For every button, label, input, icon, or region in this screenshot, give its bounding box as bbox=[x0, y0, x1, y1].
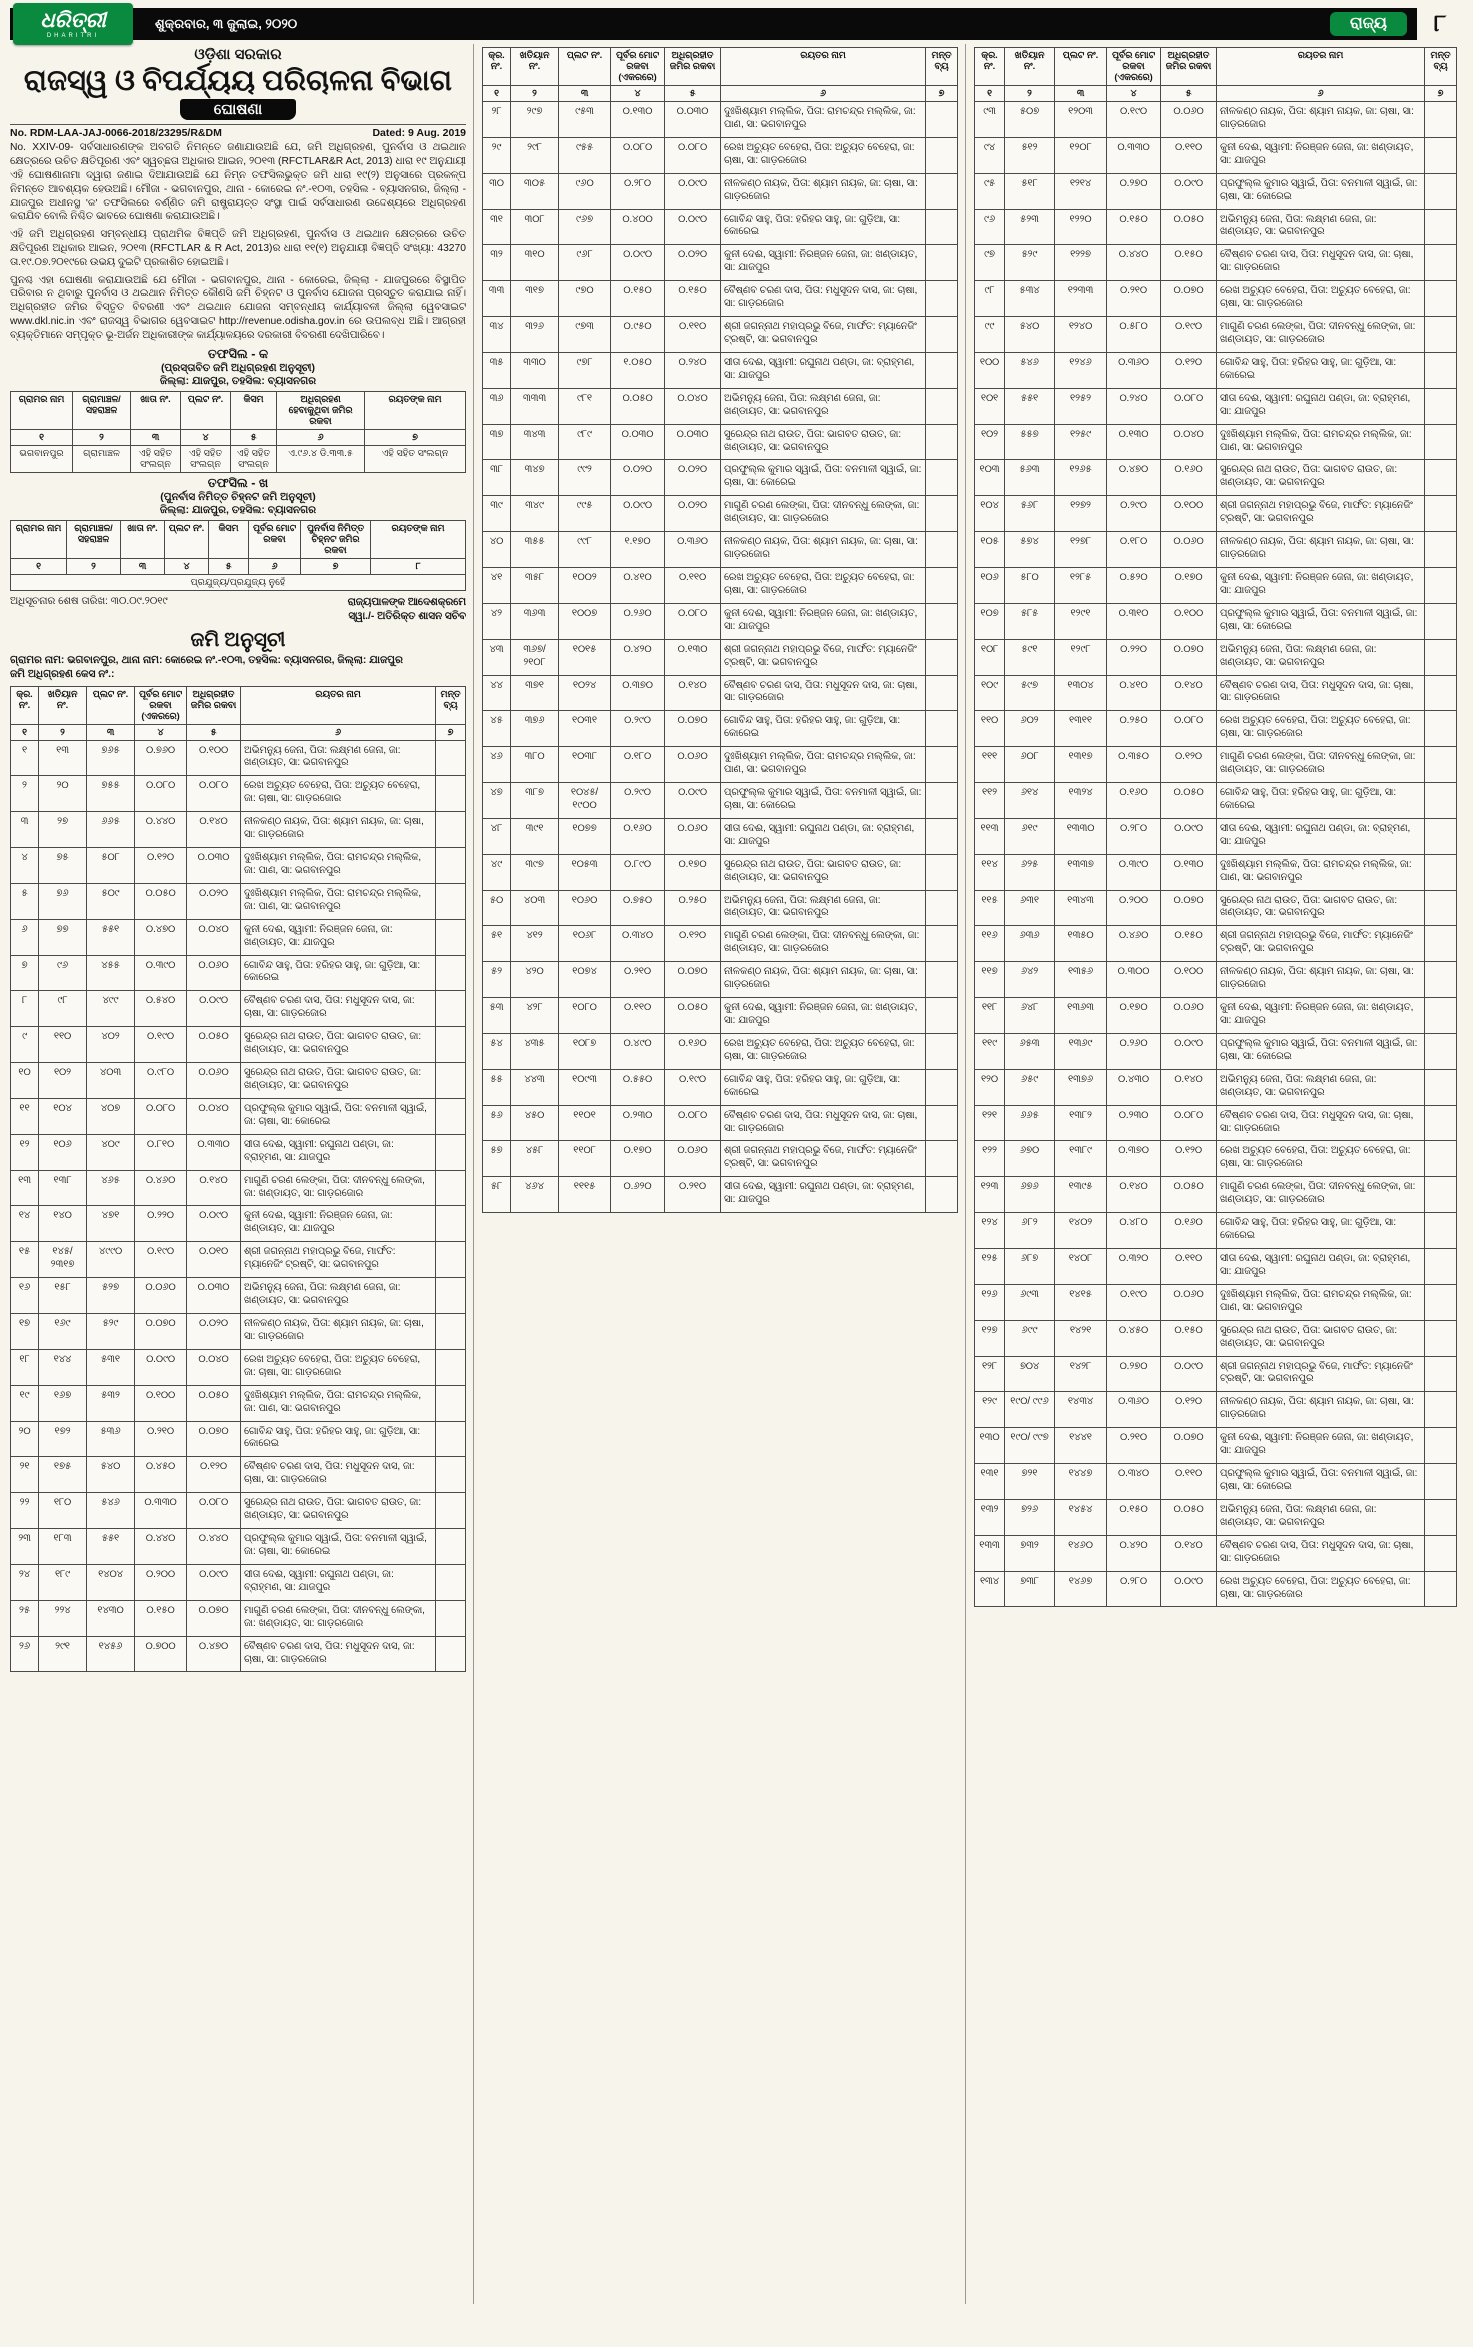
section-badge: ରାଜ୍ୟ bbox=[1330, 12, 1407, 36]
table-row: ୧୦୮ ୫୯୧ ୧୨୯୮ ୦.୨୨୦ ୦.୦୭୦ ଅଭିମନ୍ୟୁ ଜେନା, ପିତା: ଲକ୍ଷ୍ମଣ ଜେନା, ଜା: ଖଣ୍ଡାୟତ, ସା: ଭଗବାନପୁର bbox=[975, 639, 1457, 675]
table-row: ୩ ୨୭ ୬୬୫ ୦.୪୪୦ ୦.୧୪୦ ନୀଳକଣ୍ଠ ନାୟକ, ପିତା: ଶ୍ୟାମ ନାୟକ, ଜା: ଚାଷା, ସା: ଗାଡ଼ରଜୋର bbox=[11, 812, 466, 848]
table-row: ୨୨ ୧୮୦ ୫୪୬ ୦.୩୩୦ ୦.୦୮୦ ସୁରେନ୍ଦ୍ର ନାଥ ରାଉତ, ପିତା: ଭାଗବତ ରାଉତ, ଜା: ଖଣ୍ଡାୟତ, ସା: ଭଗବାନପୁର bbox=[11, 1493, 466, 1529]
land-schedule-case-line: ଜମି ଅଧିଗ୍ରହଣ କେସ ନଂ.: bbox=[10, 669, 115, 681]
table-row: ୨୦ ୧୭୨ ୫୩୬ ୦.୨୧୦ ୦.୦୭୦ ଗୋବିନ୍ଦ ସାହୁ, ପିତା: ହରିହର ସାହୁ, ଜା: ଗୁଡ଼ିଆ, ସା: କୋରେଇ bbox=[11, 1421, 466, 1457]
table-row: ୧୧୮ ୬୪୮ ୧୩୬୩ ୦.୧୭୦ ୦.୦୬୦ କୁନୀ ଦେଈ, ସ୍ୱାମୀ: ନିରଞ୍ଜନ ଜେନା, ଜା: ଖଣ୍ଡାୟତ, ସା: ଯାଜପୁର bbox=[975, 998, 1457, 1034]
table-row: ୨୧ ୧୭୫ ୫୪୦ ୦.୪୫୦ ୦.୧୨୦ ବୈଷ୍ଣବ ଚରଣ ଦାସ, ପିତା: ମଧୁସୂଦନ ଦାସ, ଜା: ଚାଷା, ସା: ଗାଡ଼ରଜୋର bbox=[11, 1457, 466, 1493]
table-row: ୧୦ ୧୦୨ ୪୦୩ ୦.୯୮୦ ୦.୦୬୦ ସୁରେନ୍ଦ୍ର ନାଥ ରାଉତ, ପିତା: ଭାଗବତ ରାଉତ, ଜା: ଖଣ୍ଡାୟତ, ସା: ଭଗବାନପୁର bbox=[11, 1063, 466, 1099]
table-row: ୧୯ ୧୬୭ ୫୩୨ ୦.୧୦୦ ୦.୦୫୦ ଦୁଃଖିଶ୍ୟାମ ମଲ୍ଲିକ, ପିତା: ରାମଚନ୍ଦ୍ର ମଲ୍ଲିକ, ଜା: ପାଣ, ସା: ଭଗବାନପୁର bbox=[11, 1385, 466, 1421]
table-row: ୫୩ ୪୨୮ ୧୦୮୦ ୦.୧୧୦ ୦.୦୫୦ କୁନୀ ଦେଈ, ସ୍ୱାମୀ: ନିରଞ୍ଜନ ଜେନା, ଜା: ଖଣ୍ଡାୟତ, ସା: ଯାଜପୁର bbox=[483, 998, 958, 1034]
table-row: ୨୫ ୨୨୪ ୧୪୩୦ ୦.୧୫୦ ୦.୦୭୦ ମାଗୁଣି ଚରଣ ଲେଙ୍କା, ପିତା: ଦୀନବନ୍ଧୁ ଲେଙ୍କା, ଜା: ଖଣ୍ଡାୟତ, ସା: ଗାଡ଼ରଜୋର bbox=[11, 1600, 466, 1636]
issue-date: ଶୁକ୍ରବାର, ୩ ଜୁଲାଇ, ୨୦୨୦ bbox=[155, 16, 298, 31]
table-row: ୨ ୨୦ ୭୫୫ ୦.୦୮୦ ୦.୦୮୦ ରେଖ ଅଚ୍ୟୁତ ବେହେରା, ପିତା: ଅଚ୍ୟୁତ ବେହେରା, ଜା: ଚାଷା, ସା: ଗାଡ଼ରଜୋର bbox=[11, 776, 466, 812]
table-row: ୧୩୪ ୭୩୮ ୧୪୬୭ ୦.୨୮୦ ୦.୦୯୦ ରେଖ ଅଚ୍ୟୁତ ବେହେରା, ପିତା: ଅଚ୍ୟୁତ ବେହେରା, ଜା: ଚାଷା, ସା: ଗାଡ଼ରଜୋର bbox=[975, 1571, 1457, 1607]
table-row: ୧୧୪ ୬୨୫ ୧୩୩୭ ୦.୩୯୦ ୦.୧୩୦ ଦୁଃଖିଶ୍ୟାମ ମଲ୍ଲିକ, ପିତା: ରାମଚନ୍ଦ୍ର ମଲ୍ଲିକ, ଜା: ପାଣ, ସା: ଭଗବାନପୁର bbox=[975, 854, 1457, 890]
table-row: ୧୭ ୧୬୯ ୫୨୯ ୦.୦୭୦ ୦.୦୨୦ ନୀଳକଣ୍ଠ ନାୟକ, ପିତା: ଶ୍ୟାମ ନାୟକ, ଜା: ଚାଷା, ସା: ଗାଡ଼ରଜୋର bbox=[11, 1314, 466, 1350]
table-row: ୫୫ ୪୪୩ ୧୦୯୩ ୦.୫୫୦ ୦.୧୯୦ ଗୋବିନ୍ଦ ସାହୁ, ପିତା: ହରିହର ସାହୁ, ଜା: ଗୁଡ଼ିଆ, ସା: କୋରେଇ bbox=[483, 1069, 958, 1105]
table-row: ୪ ୭୫ ୫୦୮ ୦.୧୨୦ ୦.୦୩୦ ଦୁଃଖିଶ୍ୟାମ ମଲ୍ଲିକ, ପିତା: ରାମଚନ୍ଦ୍ର ମଲ୍ଲିକ, ଜା: ପାଣ, ସା: ଭଗବାନପୁର bbox=[11, 848, 466, 884]
land-table-left: କ୍ର.ନଂ. ଖତିୟାନ ନଂ. ପ୍ଲଟ ନଂ. ପୂର୍ବର ମୋଟ ରକବା (ଏକରରେ) ଅଧିଗ୍ରହୀତ ଜମିର ରକବା ରୟତର ନାମ ମନ୍ତବ୍ୟ ୧ ୨ ୩ ୪ ୫ ୬ ୭ ୧ ୧୩ ୭୬୫ ୦.୭୬୦ ୦.୧୦୦ ଅଭିମନ୍ୟୁ ଜେନା, ପିତା: ଲକ୍ଷ୍ମଣ ଜେନା, ଜା: ଖଣ୍ଡାୟତ, ସା: ଭଗବାନପୁର ୨ ୨୦ ୭୫୫ ୦.୦୮୦ ୦.୦୮୦ ରେଖ ଅଚ୍ୟୁତ ବେହେରା, ପିତା: ଅଚ୍ୟୁତ ବେହେରା, ଜା: ଚାଷା, ସା: ଗାଡ଼ରଜୋର ୩ ୨୭ ୬୬୫ ୦.୪୪୦ ୦.୧୪୦ ନୀଳକଣ୍ଠ ନାୟକ, ପିତା: ଶ୍ୟାମ ନାୟକ, ଜା: ଚାଷା, ସା: ଗାଡ଼ରଜୋର ୪ ୭୫ ୫୦୮ ୦.୧୨୦ ୦.୦୩୦ ଦୁଃଖିଶ୍ୟାମ ମଲ୍ଲିକ, ପିତା: ରାମଚନ୍ଦ୍ର ମଲ୍ଲିକ, ଜା: ପାଣ, ସା: ଭଗବାନପୁର ୫ ୭୬ ୫୦୯ ୦.୦୫୦ ୦.୦୨୦ ଦୁଃଖିଶ୍ୟାମ ମଲ୍ଲିକ, ପିତା: ରାମଚନ୍ଦ୍ର ମଲ୍ଲିକ, ଜା: ପାଣ, ସା: ଭଗବାନପୁର ୬ ୭୭ ୫୫୧ ୦.୪୭୦ ୦.୦୪୦ କୁନୀ ଦେଈ, ସ୍ୱାମୀ: ନିରଞ୍ଜନ ଜେନା, ଜା: ଖଣ୍ଡାୟତ, ସା: ଯାଜପୁର ୭ ୯୬ ୪୫୫ ୦.୩୯୦ ୦.୦୬୦ ଗୋବିନ୍ଦ ସାହୁ, ପିତା: ହରିହର ସାହୁ, ଜା: ଗୁଡ଼ିଆ, ସା: କୋରେଇ ୮ ୯୮ ୪୯୯ ୦.୫୪୦ ୦.୦୯୦ ବୈଷ୍ଣବ ଚରଣ ଦାସ, ପିତା: ମଧୁସୂଦନ ଦାସ, ଜା: ଚାଷା, ସା: ଗାଡ଼ରଜୋର ୯ ୧୧୦ ୪୦୨ ୦.୧୯୦ ୦.୦୫୦ ସୁରେନ୍ଦ୍ର ନାଥ ରାଉତ, ପିତା: ଭାଗବତ ରାଉତ, ଜା: ଖଣ୍ଡାୟତ, ସା: ଭଗବାନପୁର ୧୦ ୧୦୨ ୪୦୩ ୦.୯୮୦ ୦.୦୬୦ ସୁରେନ୍ଦ୍ର ନାଥ ରାଉତ, ପିତା: ଭାଗବତ ରାଉତ, ଜା: ଖଣ୍ଡାୟତ, ସା: ଭଗବାନପୁର ୧୧ ୧୦୪ ୪୦୭ ୦.୦୮୦ ୦.୦୪୦ ପ୍ରଫୁଲ୍ଲ କୁମାର ସ୍ୱାଇଁ, ପିତା: ବନମାଳୀ ସ୍ୱାଇଁ, ଜା: ଚାଷା, ସା: କୋରେଇ ୧୨ ୧୦୬ ୪୦୯ ୦.୮୧୦ ୦.୩୩୦ ସୀତା ଦେଈ, ସ୍ୱାମୀ: ରଘୁନାଥ ପଣ୍ଡା, ଜା: ବ୍ରାହ୍ମଣ, ସା: ଯାଜପୁର ୧୩ ୧୩୮ ୪୬୫ ୦.୪୬୦ ୦.୧୪୦ ମାଗୁଣି ଚରଣ ଲେଙ୍କା, ପିତା: ଦୀନବନ୍ଧୁ ଲେଙ୍କା, ଜା: ଖଣ୍ଡାୟତ, ସା: ଗାଡ଼ରଜୋର ୧୪ ୧୪୦ ୪୭୧ ୦.୨୨୦ ୦.୦୯୦ କୁନୀ ଦେଈ, ସ୍ୱାମୀ: ନିରଞ୍ଜନ ଜେନା, ଜା: ଖଣ୍ଡାୟତ, ସା: ଯାଜପୁର ୧୫ ୧୪୫/ ୨୩୧୭ ୪୯୯୦ ୦.୧୯୦ ୦.୦୧୦ ଶ୍ରୀ ଜଗନ୍ନାଥ ମହାପ୍ରଭୁ ବିଜେ, ମାର୍ଫତ: ମ୍ୟାନେଜିଂ ଟ୍ରଷ୍ଟି, ସା: ଭଗବାନପୁର ୧୬ ୧୫୮ ୫୨୭ ୦.୦୬୦ ୦.୦୩୦ ଅଭିମନ୍ୟୁ ଜେନା, ପିତା: ଲକ୍ଷ୍ମଣ ଜେନା, ଜା: ଖଣ୍ଡାୟତ, ସା: ଭଗବାନପୁର ୧୭ ୧୬୯ ୫୨୯ ୦.୦୭୦ ୦.୦୨୦ ନୀଳକଣ୍ଠ ନାୟକ, ପିତା: ଶ୍ୟାମ ନାୟକ, ଜା: ଚାଷା, ସା: ଗାଡ଼ରଜୋର ୧୮ ୧୪୪ ୫୩୧ ୦.୦୯୦ ୦.୦୪୦ ରେଖ ଅଚ୍ୟୁତ ବେହେରା, ପିତା: ଅଚ୍ୟୁତ ବେହେରା, ଜା: ଚାଷା, ସା: ଗାଡ଼ରଜୋର ୧୯ ୧୬୭ ୫୩୨ ୦.୧୦୦ ୦.୦୫୦ ଦୁଃଖିଶ୍ୟାମ ମଲ୍ଲିକ, ପିତା: ରାମଚନ୍ଦ୍ର ମଲ୍ଲିକ, ଜା: ପାଣ, ସା: ଭଗବାନପୁର ୨୦ ୧୭୨ ୫୩୬ ୦.୨୧୦ ୦.୦୭୦ ଗୋବିନ୍ଦ ସାହୁ, ପିତା: ହରିହର ସାହୁ, ଜା: ଗୁଡ଼ିଆ, ସା: କୋରେଇ ୨୧ ୧୭୫ ୫୪୦ ୦.୪୫୦ ୦.୧୨୦ ବୈଷ୍ଣବ ଚରଣ ଦାସ, ପିତା: ମଧୁସୂଦନ ଦାସ, ଜା: ଚାଷା, ସା: ଗାଡ଼ରଜୋର ୨୨ ୧୮୦ ୫୪୬ ୦.୩୩୦ ୦.୦୮୦ ସୁରେନ୍ଦ୍ର ନାଥ ରାଉତ, ପିତା: ଭାଗବତ ରାଉତ, ଜା: ଖଣ୍ଡାୟତ, ସା: ଭଗବାନପୁର ୨୩ ୧୮୩ ୫୫୧ ୦.୪୪୦ ୦.୪୪୦ ପ୍ରଫୁଲ୍ଲ କୁମାର ସ୍ୱାଇଁ, ପିତା: ବନମାଳୀ ସ୍ୱାଇଁ, ଜା: ଚାଷା, ସା: କୋରେଇ ୨୪ ୧୮୯ ୧୪୦୪ ୦.୨୦୦ ୦.୦୯୦ ସୀତା ଦେଈ, ସ୍ୱାମୀ: ରଘୁନାଥ ପଣ୍ଡା, ଜା: ବ୍ରାହ୍ମଣ, ସା: ଯାଜପୁର ୨୫ ୨୨୪ ୧୪୩୦ ୦.୧୫୦ ୦.୦୭୦ ମାଗୁଣି ଚରଣ ଲେଙ୍କା, ପିତା: ଦୀନବନ୍ଧୁ ଲେଙ୍କା, ଜା: ଖଣ୍ଡାୟତ, ସା: ଗାଡ଼ରଜୋର ୨୬ ୨୯୧ ୧୪୫୬ ୦.୭୦୦ ୦.୪୭୦ ବୈଷ୍ଣବ ଚରଣ ଦାସ, ପିତା: ମଧୁସୂଦନ ଦାସ, ଜା: ଚାଷା, ସା: ଗାଡ଼ରଜୋର bbox=[10, 686, 466, 1673]
page-columns bbox=[10, 44, 1463, 2304]
table-row: ୯୯ ୫୪୦ ୧୨୪୦ ୦.୫୮୦ ୦.୧୯୦ ମାଗୁଣି ଚରଣ ଲେଙ୍କା, ପିତା: ଦୀନବନ୍ଧୁ ଲେଙ୍କା, ଜା: ଖଣ୍ଡାୟତ, ସା: ଗାଡ଼ରଜୋର bbox=[975, 317, 1457, 353]
signature-block bbox=[348, 596, 466, 624]
column-middle bbox=[473, 44, 965, 2304]
table-row: ୨୪ ୧୮୯ ୧୪୦୪ ୦.୨୦୦ ୦.୦୯୦ ସୀତା ଦେଈ, ସ୍ୱାମୀ: ରଘୁନାଥ ପଣ୍ଡା, ଜା: ବ୍ରାହ୍ମଣ, ସା: ଯାଜପୁର bbox=[11, 1564, 466, 1600]
schedule-a-title: ତଫସିଲ - କ bbox=[207, 346, 269, 361]
table-row: ୨୮ ୨୯୭ ୯୫୩ ୦.୧୩୦ ୦.୦୩୦ ଦୁଃଖିଶ୍ୟାମ ମଲ୍ଲିକ, ପିତା: ରାମଚନ୍ଦ୍ର ମଲ୍ଲିକ, ଜା: ପାଣ, ସା: ଭଗବାନପୁର bbox=[483, 102, 958, 138]
table-row: ୫୮ ୪୬୪ ୧୧୧୫ ୦.୬୨୦ ୦.୨୧୦ ସୀତା ଦେଈ, ସ୍ୱାମୀ: ରଘୁନାଥ ପଣ୍ଡା, ଜା: ବ୍ରାହ୍ମଣ, ସା: ଯାଜପୁର bbox=[483, 1177, 958, 1213]
table-row: ୯୪ ୫୧୨ ୧୨୦୮ ୦.୩୩୦ ୦.୧୧୦ କୁନୀ ଦେଈ, ସ୍ୱାମୀ: ନିରଞ୍ଜନ ଜେନା, ଜା: ଖଣ୍ଡାୟତ, ସା: ଯାଜପୁର bbox=[975, 137, 1457, 173]
table-row: ୧୨୩ ୬୭୬ ୧୩୯୫ ୦.୧୪୦ ୦.୦୫୦ ମାଗୁଣି ଚରଣ ଲେଙ୍କା, ପିତା: ଦୀନବନ୍ଧୁ ଲେଙ୍କା, ଜା: ଖଣ୍ଡାୟତ, ସା: ଗାଡ଼ରଜୋର bbox=[975, 1177, 1457, 1213]
table-row: ୫ ୭୬ ୫୦୯ ୦.୦୫୦ ୦.୦୨୦ ଦୁଃଖିଶ୍ୟାମ ମଲ୍ଲିକ, ପିତା: ରାମଚନ୍ଦ୍ର ମଲ୍ଲିକ, ଜା: ପାଣ, ସା: ଭଗବାନପୁର bbox=[11, 883, 466, 919]
table-row: ୧୧୫ ୬୩୧ ୧୩୪୩ ୦.୨୦୦ ୦.୦୭୦ ସୁରେନ୍ଦ୍ର ନାଥ ରାଉତ, ପିତା: ଭାଗବତ ରାଉତ, ଜା: ଖଣ୍ଡାୟତ, ସା: ଭଗବାନପୁର bbox=[975, 890, 1457, 926]
table-row: ୪୧ ୩୫୮ ୧୦୦୨ ୦.୪୧୦ ୦.୧୧୦ ରେଖ ଅଚ୍ୟୁତ ବେହେରା, ପିତା: ଅଚ୍ୟୁତ ବେହେରା, ଜା: ଚାଷା, ସା: ଗାଡ଼ରଜୋର bbox=[483, 567, 958, 603]
table-row: ୧୧୨ ୬୧୪ ୧୩୨୪ ୦.୧୬୦ ୦.୦୫୦ ଗୋବିନ୍ଦ ସାହୁ, ପିତା: ହରିହର ସାହୁ, ଜା: ଗୁଡ଼ିଆ, ସା: କୋରେଇ bbox=[975, 783, 1457, 819]
table-row: ୩୫ ୩୩୦ ୯୭୮ ୧.୦୫୦ ୦.୨୪୦ ସୀତା ଦେଈ, ସ୍ୱାମୀ: ରଘୁନାଥ ପଣ୍ଡା, ଜା: ବ୍ରାହ୍ମଣ, ସା: ଯାଜପୁର bbox=[483, 352, 958, 388]
schedule-a-table: ଗ୍ରାମର ନାମ ଗ୍ରାମାଞ୍ଚଳ/ ସହରାଞ୍ଚଳ ଖାତା ନଂ. ପ୍ଲଟ ନଂ. କିସମ ଅଧିଗ୍ରହଣ ହେବାକୁଥିବା ଜମିର ରକବା ରୟତଙ୍କ ନାମ ୧ ୨ ୩ ୪ ୫ ୬ ୭ ଭଗବାନପୁର ଗ୍ରାମାଞ୍ଚଳ ଏହି ସହିତ ସଂଲଗ୍ନ ଏହି ସହିତ ସଂଲଗ୍ନ ଏହି ସହିତ ସଂଲଗ୍ନ ଏ.୯୬.୪ ଡି.୩୩.୫ ଏହି ସହିତ ସଂଲଗ୍ନ bbox=[10, 391, 466, 473]
table-row: ୧୨୯ ୧୯୦/ ୯୯୬ ୧୪୩୪ ୦.୩୬୦ ୦.୧୨୦ ନୀଳକଣ୍ଠ ନାୟକ, ପିତା: ଶ୍ୟାମ ନାୟକ, ଜା: ଚାଷା, ସା: ଗାଡ଼ରଜୋର bbox=[975, 1392, 1457, 1428]
table-row: ୫୭ ୪୫୮ ୧୧୦୮ ୦.୧୭୦ ୦.୦୬୦ ଶ୍ରୀ ଜଗନ୍ନାଥ ମହାପ୍ରଭୁ ବିଜେ, ମାର୍ଫତ: ମ୍ୟାନେଜିଂ ଟ୍ରଷ୍ଟି, ସା: ଭଗବାନପୁର bbox=[483, 1141, 958, 1177]
table-row: ୫୨ ୪୨୦ ୧୦୭୪ ୦.୨୧୦ ୦.୦୭୦ ନୀଳକଣ୍ଠ ନାୟକ, ପିତା: ଶ୍ୟାମ ନାୟକ, ଜା: ଚାଷା, ସା: ଗାଡ଼ରଜୋର bbox=[483, 962, 958, 998]
table-row: ୩୮ ୩୪୭ ୯୯୨ ୦.୦୨୦ ୦.୦୨୦ ପ୍ରଫୁଲ୍ଲ କୁମାର ସ୍ୱାଇଁ, ପିତା: ବନମାଳୀ ସ୍ୱାଇଁ, ଜା: ଚାଷା, ସା: କୋରେଇ bbox=[483, 460, 958, 496]
table-row: ୧ ୧୩ ୭୬୫ ୦.୭୬୦ ୦.୧୦୦ ଅଭିମନ୍ୟୁ ଜେନା, ପିତା: ଲକ୍ଷ୍ମଣ ଜେନା, ଜା: ଖଣ୍ଡାୟତ, ସା: ଭଗବାନପୁର bbox=[11, 740, 466, 776]
table-row: ୧୧୯ ୬୫୩ ୧୩୬୯ ୦.୨୬୦ ୦.୦୯୦ ପ୍ରଫୁଲ୍ଲ କୁମାର ସ୍ୱାଇଁ, ପିତା: ବନମାଳୀ ସ୍ୱାଇଁ, ଜା: ଚାଷା, ସା: କୋରେଇ bbox=[975, 1033, 1457, 1069]
table-row: ୧୪ ୧୪୦ ୪୭୧ ୦.୨୨୦ ୦.୦୯୦ କୁନୀ ଦେଈ, ସ୍ୱାମୀ: ନିରଞ୍ଜନ ଜେନା, ଜା: ଖଣ୍ଡାୟତ, ସା: ଯାଜପୁର bbox=[11, 1206, 466, 1242]
table-row: ୧୦୩ ୫୬୩ ୧୨୬୫ ୦.୪୭୦ ୦.୧୬୦ ସୁରେନ୍ଦ୍ର ନାଥ ରାଉତ, ପିତା: ଭାଗବତ ରାଉତ, ଜା: ଖଣ୍ଡାୟତ, ସା: ଭଗବାନପୁର bbox=[975, 460, 1457, 496]
newspaper-name: ଧରିତ୍ରୀ bbox=[40, 7, 106, 32]
table-row: ୫୪ ୪୩୫ ୧୦୮୭ ୦.୪୯୦ ୦.୧୬୦ ରେଖ ଅଚ୍ୟୁତ ବେହେରା, ପିତା: ଅଚ୍ୟୁତ ବେହେରା, ଜା: ଚାଷା, ସା: ଗାଡ଼ରଜୋର bbox=[483, 1033, 958, 1069]
land-schedule-village-line: ଗ୍ରାମର ନାମ: ଭଗବାନପୁର, ଥାନା ନାମ: କୋରେଇ ନଂ.-୧୦୩, ତହସିଲ: ବ୍ୟାସନଗର, ଜିଲ୍ଲା: ଯାଜପୁର bbox=[10, 655, 403, 667]
table-row: ୯୩ ୫୦୭ ୧୨୦୩ ୦.୧୯୦ ୦.୦୬୦ ନୀଳକଣ୍ଠ ନାୟକ, ପିତା: ଶ୍ୟାମ ନାୟକ, ଜା: ଚାଷା, ସା: ଗାଡ଼ରଜୋର bbox=[975, 102, 1457, 138]
table-row: ୧୩୨ ୭୨୬ ୧୪୫୪ ୦.୧୫୦ ୦.୦୫୦ ଅଭିମନ୍ୟୁ ଜେନା, ପିତା: ଲକ୍ଷ୍ମଣ ଜେନା, ଜା: ଖଣ୍ଡାୟତ, ସା: ଭଗବାନପୁର bbox=[975, 1499, 1457, 1535]
table-row: ୧୧୩ ୬୧୯ ୧୩୩୦ ୦.୨୮୦ ୦.୦୯୦ ସୀତା ଦେଈ, ସ୍ୱାମୀ: ରଘୁନାଥ ପଣ୍ଡା, ଜା: ବ୍ରାହ୍ମଣ, ସା: ଯାଜପୁର bbox=[975, 818, 1457, 854]
table-row: ୪୪ ୩୭୧ ୧୦୨୪ ୦.୩୭୦ ୦.୧୪୦ ବୈଷ୍ଣବ ଚରଣ ଦାସ, ପିତା: ମଧୁସୂଦନ ଦାସ, ଜା: ଚାଷା, ସା: ଗାଡ଼ରଜୋର bbox=[483, 675, 958, 711]
column-right bbox=[965, 44, 1457, 2304]
table-row: ୯୭ ୫୨୯ ୧୨୨୭ ୦.୪୪୦ ୦.୧୫୦ ବୈଷ୍ଣବ ଚରଣ ଦାସ, ପିତା: ମଧୁସୂଦନ ଦାସ, ଜା: ଚାଷା, ସା: ଗାଡ଼ରଜୋର bbox=[975, 245, 1457, 281]
masthead-bar bbox=[10, 8, 1463, 40]
table-row: ୩୨ ୩୧୦ ୯୬୮ ୦.୦୯୦ ୦.୦୨୦ କୁନୀ ଦେଈ, ସ୍ୱାମୀ: ନିରଞ୍ଜନ ଜେନା, ଜା: ଖଣ୍ଡାୟତ, ସା: ଯାଜପୁର bbox=[483, 245, 958, 281]
table-row: ୩୧ ୩୦୮ ୯୬୭ ୦.୪୦୦ ୦.୦୯୦ ଗୋବିନ୍ଦ ସାହୁ, ପିତା: ହରିହର ସାହୁ, ଜା: ଗୁଡ଼ିଆ, ସା: କୋରେଇ bbox=[483, 209, 958, 245]
table-row: ୧୦୪ ୫୬୮ ୧୨୭୨ ୦.୨୯୦ ୦.୧୦୦ ଶ୍ରୀ ଜଗନ୍ନାଥ ମହାପ୍ରଭୁ ବିଜେ, ମାର୍ଫତ: ମ୍ୟାନେଜିଂ ଟ୍ରଷ୍ଟି, ସା: ଭଗବାନପୁର bbox=[975, 496, 1457, 532]
table-row: ୧୨୪ ୬୮୨ ୧୪୦୨ ୦.୪୮୦ ୦.୧୬୦ ଗୋବିନ୍ଦ ସାହୁ, ପିତା: ହରିହର ସାହୁ, ଜା: ଗୁଡ଼ିଆ, ସା: କୋରେଇ bbox=[975, 1213, 1457, 1249]
table-row: ୩୬ ୩୩୩ ୯୮୧ ୦.୦୫୦ ୦.୦୪୦ ଅଭିମନ୍ୟୁ ଜେନା, ପିତା: ଲକ୍ଷ୍ମଣ ଜେନା, ଜା: ଖଣ୍ଡାୟତ, ସା: ଭଗବାନପୁର bbox=[483, 388, 958, 424]
table-row: ୫୧ ୪୧୨ ୧୦୬୮ ୦.୩୪୦ ୦.୧୨୦ ମାଗୁଣି ଚରଣ ଲେଙ୍କା, ପିତା: ଦୀନବନ୍ଧୁ ଲେଙ୍କା, ଜା: ଖଣ୍ଡାୟତ, ସା: ଗାଡ଼ରଜୋର bbox=[483, 926, 958, 962]
table-row: ୪୦ ୩୫୫ ୯୯୮ ୧.୧୭୦ ୦.୩୬୦ ନୀଳକଣ୍ଠ ନାୟକ, ପିତା: ଶ୍ୟାମ ନାୟକ, ଜା: ଚାଷା, ସା: ଗାଡ଼ରଜୋର bbox=[483, 532, 958, 568]
land-schedule-title: ଜମି ଅନୁସୂଚୀ bbox=[190, 629, 286, 652]
schedule-b-table: ଗ୍ରାମର ନାମ ଗ୍ରାମାଞ୍ଚଳ/ ସହରାଞ୍ଚଳ ଖାତା ନଂ. ପ୍ଲଟ ନଂ. କିସମ ପୂର୍ବର ମୋଟ ରକବା ପୁନର୍ବାସ ନିମିତ୍ତ ଚିହ୍ନଟ ଜମିର ରକବା ରୟତଙ୍କ ନାମ ୧ ୨ ୩ ୪ ୫ ୬ ୭ ୮ ପ୍ରଯୁଜ୍ୟ/ପ୍ରଯୁଜ୍ୟ ନୁହେଁ bbox=[10, 520, 466, 591]
notice-paragraph: ପୁନଶ୍ଚ ଏହା ଘୋଷଣା କରାଯାଉଅଛି ଯେ ମୌଜା - ଭଗବାନପୁର, ଥାନା - କୋରେଇ, ଜିଲ୍ଲା - ଯାଜପୁରରେ ବିସ୍ଥାପିତ ପରିବାର ନ ଥିବାରୁ ପୁନର୍ବାସ ଓ ଥଇଥାନ ନିମିତ୍ତ କୌଣସି ଜମି ଚିହ୍ନଟ ଓ ପୁନର୍ବାସ ଯୋଜନା ପ୍ରସ୍ତୁତ କରାଯାଇ ନାହିଁ। ଅଧିଗ୍ରହୀତ ଜମିର ବିସ୍ତୃତ ବିବରଣୀ ଏବଂ ଥଇଥାନ ଯୋଜନା ସମ୍ବନ୍ଧୀୟ କାର୍ଯ୍ୟାବଳୀ ଜିଲ୍ଲା ୱେବସାଇଟ www.dkl.nic.in ଏବଂ ରାଜସ୍ୱ ବିଭାଗର ୱେବସାଇଟ http://revenue.odisha.gov.in ରେ ଉପଲବ୍ଧ ଅଛି। ଆଗ୍ରହୀ ବ୍ୟକ୍ତିମାନେ ସମ୍ପୃକ୍ତ ଭୂ-ଅର୍ଜନ ଅଧିକାରୀଙ୍କ କାର୍ଯ୍ୟାଳୟରେ ଦରକାରୀ ବିବରଣୀ ଦେଖିପାରିବେ। bbox=[10, 274, 466, 341]
schedule-a-district: ଜିଲ୍ଲା: ଯାଜପୁର, ତହସିଲ: ବ୍ୟାସନଗର bbox=[159, 374, 317, 387]
schedule-b-subtitle: (ପୁନର୍ବାସ ନିମିତ୍ତ ଚିହ୍ନଟ ଜମି ଅନୁସୂଚୀ) bbox=[160, 490, 316, 503]
table-row: ୪୬ ୩୮୦ ୧୦୩୮ ୦.୧୮୦ ୦.୦୬୦ ଦୁଃଖିଶ୍ୟାମ ମଲ୍ଲିକ, ପିତା: ରାମଚନ୍ଦ୍ର ମଲ୍ଲିକ, ଜା: ପାଣ, ସା: ଭଗବାନପୁର bbox=[483, 747, 958, 783]
table-row: ଭଗବାନପୁର ଗ୍ରାମାଞ୍ଚଳ ଏହି ସହିତ ସଂଲଗ୍ନ ଏହି ସହିତ ସଂଲଗ୍ନ ଏହି ସହିତ ସଂଲଗ୍ନ ଏ.୯୬.୪ ଡି.୩୩.୫ ଏହି ସହିତ ସଂଲଗ୍ନ bbox=[11, 445, 466, 472]
table-row: ୧୨୭ ୬୯୯ ୧୪୨୧ ୦.୪୫୦ ୦.୧୫୦ ସୁରେନ୍ଦ୍ର ନାଥ ରାଉତ, ପିତା: ଭାଗବତ ରାଉତ, ଜା: ଖଣ୍ଡାୟତ, ସା: ଭଗବାନପୁର bbox=[975, 1320, 1457, 1356]
table-row: ୧୧୦ ୬୦୨ ୧୩୧୧ ୦.୨୫୦ ୦.୦୮୦ ରେଖ ଅଚ୍ୟୁତ ବେହେରା, ପିତା: ଅଚ୍ୟୁତ ବେହେରା, ଜା: ଚାଷା, ସା: ଗାଡ଼ରଜୋର bbox=[975, 711, 1457, 747]
schedule-a-subtitle: (ପ୍ରସ୍ତାବିତ ଜମି ଅଧିଗ୍ରହଣ ଅନୁସୂଚୀ) bbox=[160, 361, 316, 374]
notice-date: Dated: 9 Aug. 2019 bbox=[372, 127, 466, 140]
table-row: ୨୬ ୨୯୧ ୧୪୫୬ ୦.୭୦୦ ୦.୪୭୦ ବୈଷ୍ଣବ ଚରଣ ଦାସ, ପିତା: ମଧୁସୂଦନ ଦାସ, ଜା: ଚାଷା, ସା: ଗାଡ଼ରଜୋର bbox=[11, 1636, 466, 1672]
notice-paragraph: No. XXIV-09- ସର୍ବସାଧାରଣଙ୍କ ଅବଗତି ନିମନ୍ତେ ଜଣାଯାଉଅଛି ଯେ, ଜମି ଅଧିଗ୍ରହଣ, ପୁନର୍ବାସ ଓ ଥଇଥାନ କ୍ଷେତ୍ରରେ ଉଚିତ କ୍ଷତିପୂରଣ ଏବଂ ସ୍ୱଚ୍ଛତା ଅଧିକାର ଆଇନ, ୨୦୧୩ (RFCTLAR&R Act, 2013) ଧାରା ୧୯ ଅନୁଯାୟୀ ଏହି ଘୋଷଣାନାମା ଦ୍ୱାରା ଜଣାଇ ଦିଆଯାଉଅଛି ଯେ ନିମ୍ନ ତଫସିଲଭୁକ୍ତ ଜମି ଧାରା ୧୯(୨) ଅନୁସାରେ ପ୍ରକଳ୍ପ ନିମନ୍ତେ ଆବଶ୍ୟକ ହେଉଅଛି। ମୌଜା - ଭଗବାନପୁର, ଥାନା - କୋରେଇ ନଂ.-୧୦୩, ତହସିଲ - ବ୍ୟାସନଗର, ଜିଲ୍ଲା - ଯାଜପୁର ଅଧୀନସ୍ଥ 'କ' ତଫସିଲରେ ବର୍ଣ୍ଣିତ ଜମି ରାଷ୍ଟ୍ରାୟତ୍ତ ସଂସ୍ଥା ପାଇଁ ସର୍ବସାଧାରଣ ଉଦ୍ଦେଶ୍ୟରେ ଅଧିଗ୍ରହଣ କରାଯିବ ବୋଲି ନିଶ୍ଚିତ ଭାବରେ ଘୋଷଣା କରାଯାଉଅଛି। bbox=[10, 142, 466, 223]
table-row: ୯୫ ୫୧୮ ୧୨୧୪ ୦.୨୭୦ ୦.୦୯୦ ପ୍ରଫୁଲ୍ଲ କୁମାର ସ୍ୱାଇଁ, ପିତା: ବନମାଳୀ ସ୍ୱାଇଁ, ଜା: ଚାଷା, ସା: କୋରେଇ bbox=[975, 173, 1457, 209]
table-row: ୪୨ ୩୬୩ ୧୦୦୭ ୦.୨୬୦ ୦.୦୮୦ କୁନୀ ଦେଈ, ସ୍ୱାମୀ: ନିରଞ୍ଜନ ଜେନା, ଜା: ଖଣ୍ଡାୟତ, ସା: ଯାଜପୁର bbox=[483, 603, 958, 639]
table-row: ୯ ୧୧୦ ୪୦୨ ୦.୧୯୦ ୦.୦୫୦ ସୁରେନ୍ଦ୍ର ନାଥ ରାଉତ, ପିତା: ଭାଗବତ ରାଉତ, ଜା: ଖଣ୍ଡାୟତ, ସା: ଭଗବାନପୁର bbox=[11, 1027, 466, 1063]
department-title: ରାଜସ୍ୱ ଓ ବିପର୍ଯ୍ୟୟ ପରିଚାଳନା ବିଭାଗ bbox=[23, 65, 453, 97]
table-row: ୩୦ ୩୦୫ ୯୬୦ ୦.୨୮୦ ୦.୦୯୦ ନୀଳକଣ୍ଠ ନାୟକ, ପିତା: ଶ୍ୟାମ ନାୟକ, ଜା: ଚାଷା, ସା: ଗାଡ଼ରଜୋର bbox=[483, 173, 958, 209]
table-row: ୮ ୯୮ ୪୯୯ ୦.୫୪୦ ୦.୦୯୦ ବୈଷ୍ଣବ ଚରଣ ଦାସ, ପିତା: ମଧୁସୂଦନ ଦାସ, ଜା: ଚାଷା, ସା: ଗାଡ଼ରଜୋର bbox=[11, 991, 466, 1027]
table-row: ୨୯ ୨୯୮ ୯୫୫ ୦.୦୮୦ ୦.୦୮୦ ରେଖ ଅଚ୍ୟୁତ ବେହେରା, ପିତା: ଅଚ୍ୟୁତ ବେହେରା, ଜା: ଚାଷା, ସା: ଗାଡ଼ରଜୋର bbox=[483, 137, 958, 173]
table-row: ୧୦୭ ୫୮୫ ୧୨୯୧ ୦.୩୧୦ ୦.୧୦୦ ପ୍ରଫୁଲ୍ଲ କୁମାର ସ୍ୱାଇଁ, ପିତା: ବନମାଳୀ ସ୍ୱାଇଁ, ଜା: ଚାଷା, ସା: କୋରେଇ bbox=[975, 603, 1457, 639]
table-row: ୧୦୯ ୫୯୭ ୧୩୦୪ ୦.୪୧୦ ୦.୧୪୦ ବୈଷ୍ଣବ ଚରଣ ଦାସ, ପିତା: ମଧୁସୂଦନ ଦାସ, ଜା: ଚାଷା, ସା: ଗାଡ଼ରଜୋର bbox=[975, 675, 1457, 711]
notice-ref-number: No. RDM-LAA-JAJ-0066-2018/23295/R&DM bbox=[10, 127, 222, 140]
table-row: ୬ ୭୭ ୫୫୧ ୦.୪୭୦ ୦.୦୪୦ କୁନୀ ଦେଈ, ସ୍ୱାମୀ: ନିରଞ୍ଜନ ଜେନା, ଜା: ଖଣ୍ଡାୟତ, ସା: ଯାଜପୁର bbox=[11, 919, 466, 955]
schedule-b-district: ଜିଲ୍ଲା: ଯାଜପୁର, ତହସିଲ: ବ୍ୟାସନଗର bbox=[159, 503, 317, 516]
newspaper-page bbox=[0, 8, 1473, 2347]
table-row: ୧୧୬ ୬୩୬ ୧୩୫୦ ୦.୪୬୦ ୦.୧୫୦ ଶ୍ରୀ ଜଗନ୍ନାଥ ମହାପ୍ରଭୁ ବିଜେ, ମାର୍ଫତ: ମ୍ୟାନେଜିଂ ଟ୍ରଷ୍ଟି, ସା: ଭଗବାନପୁର bbox=[975, 926, 1457, 962]
table-row: ୧୨୨ ୬୭୦ ୧୩୮୯ ୦.୩୭୦ ୦.୧୨୦ ରେଖ ଅଚ୍ୟୁତ ବେହେରା, ପିତା: ଅଚ୍ୟୁତ ବେହେରା, ଜା: ଚାଷା, ସା: ଗାଡ଼ରଜୋର bbox=[975, 1141, 1457, 1177]
schedule-b-title: ତଫସିଲ - ଖ bbox=[207, 475, 269, 490]
table-row: ୧୨୧ ୬୬୫ ୧୩୮୨ ୦.୨୩୦ ୦.୦୮୦ ବୈଷ୍ଣବ ଚରଣ ଦାସ, ପିତା: ମଧୁସୂଦନ ଦାସ, ଜା: ଚାଷା, ସା: ଗାଡ଼ରଜୋର bbox=[975, 1105, 1457, 1141]
table-row: ୧୬ ୧୫୮ ୫୨୭ ୦.୦୬୦ ୦.୦୩୦ ଅଭିମନ୍ୟୁ ଜେନା, ପିତା: ଲକ୍ଷ୍ମଣ ଜେନା, ଜା: ଖଣ୍ଡାୟତ, ସା: ଭଗବାନପୁର bbox=[11, 1278, 466, 1314]
govt-title: ଓଡ଼ିଶା ସରକାର bbox=[194, 46, 282, 63]
table-row: ୧୧ ୧୦୪ ୪୦୭ ୦.୦୮୦ ୦.୦୪୦ ପ୍ରଫୁଲ୍ଲ କୁମାର ସ୍ୱାଇଁ, ପିତା: ବନମାଳୀ ସ୍ୱାଇଁ, ଜା: ଚାଷା, ସା: କୋରେଇ bbox=[11, 1098, 466, 1134]
table-row: ୧୧୧ ୬୦୮ ୧୩୧୭ ୦.୩୫୦ ୦.୧୨୦ ମାଗୁଣି ଚରଣ ଲେଙ୍କା, ପିତା: ଦୀନବନ୍ଧୁ ଲେଙ୍କା, ଜା: ଖଣ୍ଡାୟତ, ସା: ଗାଡ଼ରଜୋର bbox=[975, 747, 1457, 783]
table-row: ୧୫ ୧୪୫/ ୨୩୧୭ ୪୯୯୦ ୦.୧୯୦ ୦.୦୧୦ ଶ୍ରୀ ଜଗନ୍ନାଥ ମହାପ୍ରଭୁ ବିଜେ, ମାର୍ଫତ: ମ୍ୟାନେଜିଂ ଟ୍ରଷ୍ଟି, ସା: ଭଗବାନପୁର bbox=[11, 1242, 466, 1278]
table-row: ୩୪ ୩୨୬ ୯୭୩ ୦.୯୫୦ ୦.୧୧୦ ଶ୍ରୀ ଜଗନ୍ନାଥ ମହାପ୍ରଭୁ ବିଜେ, ମାର୍ଫତ: ମ୍ୟାନେଜିଂ ଟ୍ରଷ୍ଟି, ସା: ଭଗବାନପୁର bbox=[483, 317, 958, 353]
column-left bbox=[10, 44, 473, 2304]
table-row: ପ୍ରଯୁଜ୍ୟ/ପ୍ରଯୁଜ୍ୟ ନୁହେଁ bbox=[11, 574, 466, 590]
table-row: ୩୭ ୩୪୩ ୯୮୯ ୦.୦୩୦ ୦.୦୩୦ ସୁରେନ୍ଦ୍ର ନାଥ ରାଉତ, ପିତା: ଭାଗବତ ରାଉତ, ଜା: ଖଣ୍ଡାୟତ, ସା: ଭଗବାନପୁର bbox=[483, 424, 958, 460]
table-row: ୪୮ ୩୯୧ ୧୦୭୭ ୦.୧୬୦ ୦.୦୬୦ ସୀତା ଦେଈ, ସ୍ୱାମୀ: ରଘୁନାଥ ପଣ୍ଡା, ଜା: ବ୍ରାହ୍ମଣ, ସା: ଯାଜପୁର bbox=[483, 818, 958, 854]
table-row: ୯୮ ୫୩୪ ୧୨୩୩ ୦.୨୧୦ ୦.୦୭୦ ରେଖ ଅଚ୍ୟୁତ ବେହେରା, ପିତା: ଅଚ୍ୟୁତ ବେହେରା, ଜା: ଚାଷା, ସା: ଗାଡ଼ରଜୋର bbox=[975, 281, 1457, 317]
notification-deadline: ଅଧିସୂଚନାର ଶେଷ ତାରିଖ: ୩୦.୦୯.୨୦୧୯ bbox=[10, 595, 168, 607]
table-row: ୧୦୫ ୫୭୪ ୧୨୭୮ ୦.୧୮୦ ୦.୦୬୦ ନୀଳକଣ୍ଠ ନାୟକ, ପିତା: ଶ୍ୟାମ ନାୟକ, ଜା: ଚାଷା, ସା: ଗାଡ଼ରଜୋର bbox=[975, 532, 1457, 568]
table-row: ୧୩୦ ୧୯୦/ ୯୯୭ ୧୪୪୧ ୦.୨୧୦ ୦.୦୭୦ କୁନୀ ଦେଈ, ସ୍ୱାମୀ: ନିରଞ୍ଜନ ଜେନା, ଜା: ଖଣ୍ଡାୟତ, ସା: ଯାଜପୁର bbox=[975, 1428, 1457, 1464]
table-row: ୧୦୨ ୫୫୭ ୧୨୫୯ ୦.୧୩୦ ୦.୦୪୦ ଦୁଃଖିଶ୍ୟାମ ମଲ୍ଲିକ, ପିତା: ରାମଚନ୍ଦ୍ର ମଲ୍ଲିକ, ଜା: ପାଣ, ସା: ଭଗବାନପୁର bbox=[975, 424, 1457, 460]
land-table-middle: କ୍ର.ନଂ. ଖତିୟାନ ନଂ. ପ୍ଲଟ ନଂ. ପୂର୍ବର ମୋଟ ରକବା (ଏକରରେ) ଅଧିଗ୍ରହୀତ ଜମିର ରକବା ରୟତର ନାମ ମନ୍ତବ୍ୟ ୧ ୨ ୩ ୪ ୫ ୬ ୭ ୨୮ ୨୯୭ ୯୫୩ ୦.୧୩୦ ୦.୦୩୦ ଦୁଃଖିଶ୍ୟାମ ମଲ୍ଲିକ, ପିତା: ରାମଚନ୍ଦ୍ର ମଲ୍ଲିକ, ଜା: ପାଣ, ସା: ଭଗବାନପୁର ୨୯ ୨୯୮ ୯୫୫ ୦.୦୮୦ ୦.୦୮୦ ରେଖ ଅଚ୍ୟୁତ ବେହେରା, ପିତା: ଅଚ୍ୟୁତ ବେହେରା, ଜା: ଚାଷା, ସା: ଗାଡ଼ରଜୋର ୩୦ ୩୦୫ ୯୬୦ ୦.୨୮୦ ୦.୦୯୦ ନୀଳକଣ୍ଠ ନାୟକ, ପିତା: ଶ୍ୟାମ ନାୟକ, ଜା: ଚାଷା, ସା: ଗାଡ଼ରଜୋର ୩୧ ୩୦୮ ୯୬୭ ୦.୪୦୦ ୦.୦୯୦ ଗୋବିନ୍ଦ ସାହୁ, ପିତା: ହରିହର ସାହୁ, ଜା: ଗୁଡ଼ିଆ, ସା: କୋରେଇ ୩୨ ୩୧୦ ୯୬୮ ୦.୦୯୦ ୦.୦୨୦ କୁନୀ ଦେଈ, ସ୍ୱାମୀ: ନିରଞ୍ଜନ ଜେନା, ଜା: ଖଣ୍ଡାୟତ, ସା: ଯାଜପୁର ୩୩ ୩୧୭ ୯୭୦ ୦.୧୫୦ ୦.୧୫୦ ବୈଷ୍ଣବ ଚରଣ ଦାସ, ପିତା: ମଧୁସୂଦନ ଦାସ, ଜା: ଚାଷା, ସା: ଗାଡ଼ରଜୋର ୩୪ ୩୨୬ ୯୭୩ ୦.୯୫୦ ୦.୧୧୦ ଶ୍ରୀ ଜଗନ୍ନାଥ ମହାପ୍ରଭୁ ବିଜେ, ମାର୍ଫତ: ମ୍ୟାନେଜିଂ ଟ୍ରଷ୍ଟି, ସା: ଭଗବାନପୁର ୩୫ ୩୩୦ ୯୭୮ ୧.୦୫୦ ୦.୨୪୦ ସୀତା ଦେଈ, ସ୍ୱାମୀ: ରଘୁନାଥ ପଣ୍ଡା, ଜା: ବ୍ରାହ୍ମଣ, ସା: ଯାଜପୁର ୩୬ ୩୩୩ ୯୮୧ ୦.୦୫୦ ୦.୦୪୦ ଅଭିମନ୍ୟୁ ଜେନା, ପିତା: ଲକ୍ଷ୍ମଣ ଜେନା, ଜା: ଖଣ୍ଡାୟତ, ସା: ଭଗବାନପୁର ୩୭ ୩୪୩ ୯୮୯ ୦.୦୩୦ ୦.୦୩୦ ସୁରେନ୍ଦ୍ର ନାଥ ରାଉତ, ପିତା: ଭାଗବତ ରାଉତ, ଜା: ଖଣ୍ଡାୟତ, ସା: ଭଗବାନପୁର ୩୮ ୩୪୭ ୯୯୨ ୦.୦୨୦ ୦.୦୨୦ ପ୍ରଫୁଲ୍ଲ କୁମାର ସ୍ୱାଇଁ, ପିତା: ବନମାଳୀ ସ୍ୱାଇଁ, ଜା: ଚାଷା, ସା: କୋରେଇ ୩୯ ୩୪୯ ୯୯୫ ୦.୦୯୦ ୦.୦୨୦ ମାଗୁଣି ଚରଣ ଲେଙ୍କା, ପିତା: ଦୀନବନ୍ଧୁ ଲେଙ୍କା, ଜା: ଖଣ୍ଡାୟତ, ସା: ଗାଡ଼ରଜୋର ୪୦ ୩୫୫ ୯୯୮ ୧.୧୭୦ ୦.୩୬୦ ନୀଳକଣ୍ଠ ନାୟକ, ପିତା: ଶ୍ୟାମ ନାୟକ, ଜା: ଚାଷା, ସା: ଗାଡ଼ରଜୋର ୪୧ ୩୫୮ ୧୦୦୨ ୦.୪୧୦ ୦.୧୧୦ ରେଖ ଅଚ୍ୟୁତ ବେହେରା, ପିତା: ଅଚ୍ୟୁତ ବେହେରା, ଜା: ଚାଷା, ସା: ଗାଡ଼ରଜୋର ୪୨ ୩୬୩ ୧୦୦୭ ୦.୨୬୦ ୦.୦୮୦ କୁନୀ ଦେଈ, ସ୍ୱାମୀ: ନିରଞ୍ଜନ ଜେନା, ଜା: ଖଣ୍ଡାୟତ, ସା: ଯାଜପୁର ୪୩ ୩୬୭/ ୨୧୦୮ ୧୦୧୫ ୦.୪୨୦ ୦.୧୩୦ ଶ୍ରୀ ଜଗନ୍ନାଥ ମହାପ୍ରଭୁ ବିଜେ, ମାର୍ଫତ: ମ୍ୟାନେଜିଂ ଟ୍ରଷ୍ଟି, ସା: ଭଗବାନପୁର ୪୪ ୩୭୧ ୧୦୨୪ ୦.୩୭୦ ୦.୧୪୦ ବୈଷ୍ଣବ ଚରଣ ଦାସ, ପିତା: ମଧୁସୂଦନ ଦାସ, ଜା: ଚାଷା, ସା: ଗାଡ଼ରଜୋର ୪୫ ୩୭୬ ୧୦୩୧ ୦.୨୯୦ ୦.୦୭୦ ଗୋବିନ୍ଦ ସାହୁ, ପିତା: ହରିହର ସାହୁ, ଜା: ଗୁଡ଼ିଆ, ସା: କୋରେଇ ୪୬ ୩୮୦ ୧୦୩୮ ୦.୧୮୦ ୦.୦୬୦ ଦୁଃଖିଶ୍ୟାମ ମଲ୍ଲିକ, ପିତା: ରାମଚନ୍ଦ୍ର ମଲ୍ଲିକ, ଜା: ପାଣ, ସା: ଭଗବାନପୁର ୪୭ ୩୮୭ ୧୦୪୫/ ୧୯୦୦ ୦.୨୯୦ ୦.୦୯୦ ପ୍ରଫୁଲ୍ଲ କୁମାର ସ୍ୱାଇଁ, ପିତା: ବନମାଳୀ ସ୍ୱାଇଁ, ଜା: ଚାଷା, ସା: କୋରେଇ ୪୮ ୩୯୧ ୧୦୭୭ ୦.୧୬୦ ୦.୦୬୦ ସୀତା ଦେଈ, ସ୍ୱାମୀ: ରଘୁନାଥ ପଣ୍ଡା, ଜା: ବ୍ରାହ୍ମଣ, ସା: ଯାଜପୁର ୪୯ ୩୯୭ ୧୦୫୩ ୦.୮୯୦ ୦.୧୭୦ ସୁରେନ୍ଦ୍ର ନାଥ ରାଉତ, ପିତା: ଭାଗବତ ରାଉତ, ଜା: ଖଣ୍ଡାୟତ, ସା: ଭଗବାନପୁର ୫୦ ୪୦୩ ୧୦୬୦ ୦.୭୫୦ ୦.୨୫୦ ଅଭିମନ୍ୟୁ ଜେନା, ପିତା: ଲକ୍ଷ୍ମଣ ଜେନା, ଜା: ଖଣ୍ଡାୟତ, ସା: ଭଗବାନପୁର ୫୧ ୪୧୨ ୧୦୬୮ ୦.୩୪୦ ୦.୧୨୦ ମାଗୁଣି ଚରଣ ଲେଙ୍କା, ପିତା: ଦୀନବନ୍ଧୁ ଲେଙ୍କା, ଜା: ଖଣ୍ଡାୟତ, ସା: ଗାଡ଼ରଜୋର ୫୨ ୪୨୦ ୧୦୭୪ ୦.୨୧୦ ୦.୦୭୦ ନୀଳକଣ୍ଠ ନାୟକ, ପିତା: ଶ୍ୟାମ ନାୟକ, ଜା: ଚାଷା, ସା: ଗାଡ଼ରଜୋର ୫୩ ୪୨୮ ୧୦୮୦ ୦.୧୧୦ ୦.୦୫୦ କୁନୀ ଦେଈ, ସ୍ୱାମୀ: ନିରଞ୍ଜନ ଜେନା, ଜା: ଖଣ୍ଡାୟତ, ସା: ଯାଜପୁର ୫୪ ୪୩୫ ୧୦୮୭ ୦.୪୯୦ ୦.୧୬୦ ରେଖ ଅଚ୍ୟୁତ ବେହେରା, ପିତା: ଅଚ୍ୟୁତ ବେହେରା, ଜା: ଚାଷା, ସା: ଗାଡ଼ରଜୋର ୫୫ ୪୪୩ ୧୦୯୩ ୦.୫୫୦ ୦.୧୯୦ ଗୋବିନ୍ଦ ସାହୁ, ପିତା: ହରିହର ସାହୁ, ଜା: ଗୁଡ଼ିଆ, ସା: କୋରେଇ ୫୬ ୪୫୦ ୧୧୦୧ ୦.୨୩୦ ୦.୦୮୦ ବୈଷ୍ଣବ ଚରଣ ଦାସ, ପିତା: ମଧୁସୂଦନ ଦାସ, ଜା: ଚାଷା, ସା: ଗାଡ଼ରଜୋର ୫୭ ୪୫୮ ୧୧୦୮ ୦.୧୭୦ ୦.୦୬୦ ଶ୍ରୀ ଜଗନ୍ନାଥ ମହାପ୍ରଭୁ ବିଜେ, ମାର୍ଫତ: ମ୍ୟାନେଜିଂ ଟ୍ରଷ୍ଟି, ସା: ଭଗବାନପୁର ୫୮ ୪୬୪ ୧୧୧୫ ୦.୬୨୦ ୦.୨୧୦ ସୀତା ଦେଈ, ସ୍ୱାମୀ: ରଘୁନାଥ ପଣ୍ଡା, ଜା: ବ୍ରାହ୍ମଣ, ସା: ଯାଜପୁର bbox=[482, 47, 958, 1213]
table-row: ୧୩ ୧୩୮ ୪୬୫ ୦.୪୬୦ ୦.୧୪୦ ମାଗୁଣି ଚରଣ ଲେଙ୍କା, ପିତା: ଦୀନବନ୍ଧୁ ଲେଙ୍କା, ଜା: ଖଣ୍ଡାୟତ, ସା: ଗାଡ଼ରଜୋର bbox=[11, 1170, 466, 1206]
table-row: ୪୫ ୩୭୬ ୧୦୩୧ ୦.୨୯୦ ୦.୦୭୦ ଗୋବିନ୍ଦ ସାହୁ, ପିତା: ହରିହର ସାହୁ, ଜା: ଗୁଡ଼ିଆ, ସା: କୋରେଇ bbox=[483, 711, 958, 747]
table-row: ୧୨୮ ୭୦୪ ୧୪୨୮ ୦.୨୭୦ ୦.୦୯୦ ଶ୍ରୀ ଜଗନ୍ନାଥ ମହାପ୍ରଭୁ ବିଜେ, ମାର୍ଫତ: ମ୍ୟାନେଜିଂ ଟ୍ରଷ୍ଟି, ସା: ଭଗବାନପୁର bbox=[975, 1356, 1457, 1392]
table-row: ୪୩ ୩୬୭/ ୨୧୦୮ ୧୦୧୫ ୦.୪୨୦ ୦.୧୩୦ ଶ୍ରୀ ଜଗନ୍ନାଥ ମହାପ୍ରଭୁ ବିଜେ, ମାର୍ଫତ: ମ୍ୟାନେଜିଂ ଟ୍ରଷ୍ଟି, ସା: ଭଗବାନପୁର bbox=[483, 639, 958, 675]
table-row: ୩୯ ୩୪୯ ୯୯୫ ୦.୦୯୦ ୦.୦୨୦ ମାଗୁଣି ଚରଣ ଲେଙ୍କା, ପିତା: ଦୀନବନ୍ଧୁ ଲେଙ୍କା, ଜା: ଖଣ୍ଡାୟତ, ସା: ଗାଡ଼ରଜୋର bbox=[483, 496, 958, 532]
by-order-line: ରାଜ୍ୟପାଳଙ୍କ ଆଦେଶକ୍ରମେ bbox=[347, 596, 466, 608]
table-row: ୧୧୭ ୬୪୨ ୧୩୫୬ ୦.୩୦୦ ୦.୧୦୦ ନୀଳକଣ୍ଠ ନାୟକ, ପିତା: ଶ୍ୟାମ ନାୟକ, ଜା: ଚାଷା, ସା: ଗାଡ଼ରଜୋର bbox=[975, 962, 1457, 998]
table-row: ୧୦୬ ୫୮୦ ୧୨୮୫ ୦.୫୨୦ ୦.୧୭୦ କୁନୀ ଦେଈ, ସ୍ୱାମୀ: ନିରଞ୍ଜନ ଜେନା, ଜା: ଖଣ୍ଡାୟତ, ସା: ଯାଜପୁର bbox=[975, 567, 1457, 603]
table-row: ୪୯ ୩୯୭ ୧୦୫୩ ୦.୮୯୦ ୦.୧୭୦ ସୁରେନ୍ଦ୍ର ନାଥ ରାଉତ, ପିତା: ଭାଗବତ ରାଉତ, ଜା: ଖଣ୍ଡାୟତ, ସା: ଭଗବାନପୁର bbox=[483, 854, 958, 890]
table-row: ୫୦ ୪୦୩ ୧୦୬୦ ୦.୭୫୦ ୦.୨୫୦ ଅଭିମନ୍ୟୁ ଜେନା, ପିତା: ଲକ୍ଷ୍ମଣ ଜେନା, ଜା: ଖଣ୍ଡାୟତ, ସା: ଭଗବାନପୁର bbox=[483, 890, 958, 926]
notice-paragraph: ଏହି ଜମି ଅଧିଗ୍ରହଣ ସମ୍ବନ୍ଧୀୟ ପ୍ରାଥମିକ ବିଜ୍ଞପ୍ତି ଜମି ଅଧିଗ୍ରହଣ, ପୁନର୍ବାସ ଓ ଥଇଥାନ କ୍ଷେତ୍ରରେ ଉଚିତ କ୍ଷତିପୂରଣ ଅଧିକାର ଆଇନ, ୨୦୧୩ (RFCTLAR & R Act, 2013)ର ଧାରା ୧୧(୧) ଅନୁଯାୟୀ ବିଜ୍ଞପ୍ତି ସଂଖ୍ୟା: 43270 ତା.୧୯.୦୭.୨୦୧୯ରେ ଉଭୟ ଦୁଇଟି ପ୍ରକାଶିତ ହୋଇଅଛି। bbox=[10, 229, 466, 268]
table-row: ୧୦୦ ୫୪୬ ୧୨୪୬ ୦.୩୬୦ ୦.୧୨୦ ଗୋବିନ୍ଦ ସାହୁ, ପିତା: ହରିହର ସାହୁ, ଜା: ଗୁଡ଼ିଆ, ସା: କୋରେଇ bbox=[975, 352, 1457, 388]
table-row: ୯୬ ୫୨୩ ୧୨୨୦ ୦.୧୫୦ ୦.୦୫୦ ଅଭିମନ୍ୟୁ ଜେନା, ପିତା: ଲକ୍ଷ୍ମଣ ଜେନା, ଜା: ଖଣ୍ଡାୟତ, ସା: ଭଗବାନପୁର bbox=[975, 209, 1457, 245]
table-row: ୧୨୫ ୬୮୭ ୧୪୦୮ ୦.୩୨୦ ୦.୧୧୦ ସୀତା ଦେଈ, ସ୍ୱାମୀ: ରଘୁନାଥ ପଣ୍ଡା, ଜା: ବ୍ରାହ୍ମଣ, ସା: ଯାଜପୁର bbox=[975, 1249, 1457, 1285]
table-row: ୧୨ ୧୦୬ ୪୦୯ ୦.୮୧୦ ୦.୩୩୦ ସୀତା ଦେଈ, ସ୍ୱାମୀ: ରଘୁନାଥ ପଣ୍ଡା, ଜା: ବ୍ରାହ୍ମଣ, ସା: ଯାଜପୁର bbox=[11, 1134, 466, 1170]
newspaper-name-latin: DHARITRI bbox=[46, 32, 100, 39]
table-row: ୭ ୯୬ ୪୫୫ ୦.୩୯୦ ୦.୦୬୦ ଗୋବିନ୍ଦ ସାହୁ, ପିତା: ହରିହର ସାହୁ, ଜା: ଗୁଡ଼ିଆ, ସା: କୋରେଇ bbox=[11, 955, 466, 991]
table-row: ୧୨୬ ୬୯୩ ୧୪୧୫ ୦.୧୯୦ ୦.୦୬୦ ଦୁଃଖିଶ୍ୟାମ ମଲ୍ଲିକ, ପିତା: ରାମଚନ୍ଦ୍ର ମଲ୍ଲିକ, ଜା: ପାଣ, ସା: ଭଗବାନପୁର bbox=[975, 1284, 1457, 1320]
table-row: ୧୩୧ ୭୨୧ ୧୪୪୭ ୦.୩୪୦ ୦.୧୧୦ ପ୍ରଫୁଲ୍ଲ କୁମାର ସ୍ୱାଇଁ, ପିତା: ବନମାଳୀ ସ୍ୱାଇଁ, ଜା: ଚାଷା, ସା: କୋରେଇ bbox=[975, 1464, 1457, 1500]
table-row: ୧୦୧ ୫୫୧ ୧୨୫୨ ୦.୨୪୦ ୦.୦୮୦ ସୀତା ଦେଈ, ସ୍ୱାମୀ: ରଘୁନାଥ ପଣ୍ଡା, ଜା: ବ୍ରାହ୍ମଣ, ସା: ଯାଜପୁର bbox=[975, 388, 1457, 424]
newspaper-logo bbox=[13, 3, 133, 45]
announcement-badge: ଘୋଷଣା bbox=[180, 99, 296, 120]
page-number: ୮ bbox=[1417, 8, 1463, 40]
signatory-line: ସ୍ୱା./- ଅତିରିକ୍ତ ଶାସନ ସଚିବ bbox=[348, 610, 466, 622]
table-row: ୧୨୦ ୬୫୯ ୧୩୭୬ ୦.୪୩୦ ୦.୧୪୦ ଅଭିମନ୍ୟୁ ଜେନା, ପିତା: ଲକ୍ଷ୍ମଣ ଜେନା, ଜା: ଖଣ୍ଡାୟତ, ସା: ଭଗବାନପୁର bbox=[975, 1069, 1457, 1105]
land-table-right: କ୍ର.ନଂ. ଖତିୟାନ ନଂ. ପ୍ଲଟ ନଂ. ପୂର୍ବର ମୋଟ ରକବା (ଏକରରେ) ଅଧିଗ୍ରହୀତ ଜମିର ରକବା ରୟତର ନାମ ମନ୍ତବ୍ୟ ୧ ୨ ୩ ୪ ୫ ୬ ୭ ୯୩ ୫୦୭ ୧୨୦୩ ୦.୧୯୦ ୦.୦୬୦ ନୀଳକଣ୍ଠ ନାୟକ, ପିତା: ଶ୍ୟାମ ନାୟକ, ଜା: ଚାଷା, ସା: ଗାଡ଼ରଜୋର ୯୪ ୫୧୨ ୧୨୦୮ ୦.୩୩୦ ୦.୧୧୦ କୁନୀ ଦେଈ, ସ୍ୱାମୀ: ନିରଞ୍ଜନ ଜେନା, ଜା: ଖଣ୍ଡାୟତ, ସା: ଯାଜପୁର ୯୫ ୫୧୮ ୧୨୧୪ ୦.୨୭୦ ୦.୦୯୦ ପ୍ରଫୁଲ୍ଲ କୁମାର ସ୍ୱାଇଁ, ପିତା: ବନମାଳୀ ସ୍ୱାଇଁ, ଜା: ଚାଷା, ସା: କୋରେଇ ୯୬ ୫୨୩ ୧୨୨୦ ୦.୧୫୦ ୦.୦୫୦ ଅଭିମନ୍ୟୁ ଜେନା, ପିତା: ଲକ୍ଷ୍ମଣ ଜେନା, ଜା: ଖଣ୍ଡାୟତ, ସା: ଭଗବାନପୁର ୯୭ ୫୨୯ ୧୨୨୭ ୦.୪୪୦ ୦.୧୫୦ ବୈଷ୍ଣବ ଚରଣ ଦାସ, ପିତା: ମଧୁସୂଦନ ଦାସ, ଜା: ଚାଷା, ସା: ଗାଡ଼ରଜୋର ୯୮ ୫୩୪ ୧୨୩୩ ୦.୨୧୦ ୦.୦୭୦ ରେଖ ଅଚ୍ୟୁତ ବେହେରା, ପିତା: ଅଚ୍ୟୁତ ବେହେରା, ଜା: ଚାଷା, ସା: ଗାଡ଼ରଜୋର ୯୯ ୫୪୦ ୧୨୪୦ ୦.୫୮୦ ୦.୧୯୦ ମାଗୁଣି ଚରଣ ଲେଙ୍କା, ପିତା: ଦୀନବନ୍ଧୁ ଲେଙ୍କା, ଜା: ଖଣ୍ଡାୟତ, ସା: ଗାଡ଼ରଜୋର ୧୦୦ ୫୪୬ ୧୨୪୬ ୦.୩୬୦ ୦.୧୨୦ ଗୋବିନ୍ଦ ସାହୁ, ପିତା: ହରିହର ସାହୁ, ଜା: ଗୁଡ଼ିଆ, ସା: କୋରେଇ ୧୦୧ ୫୫୧ ୧୨୫୨ ୦.୨୪୦ ୦.୦୮୦ ସୀତା ଦେଈ, ସ୍ୱାମୀ: ରଘୁନାଥ ପଣ୍ଡା, ଜା: ବ୍ରାହ୍ମଣ, ସା: ଯାଜପୁର ୧୦୨ ୫୫୭ ୧୨୫୯ ୦.୧୩୦ ୦.୦୪୦ ଦୁଃଖିଶ୍ୟାମ ମଲ୍ଲିକ, ପିତା: ରାମଚନ୍ଦ୍ର ମଲ୍ଲିକ, ଜା: ପାଣ, ସା: ଭଗବାନପୁର ୧୦୩ ୫୬୩ ୧୨୬୫ ୦.୪୭୦ ୦.୧୬୦ ସୁରେନ୍ଦ୍ର ନାଥ ରାଉତ, ପିତା: ଭାଗବତ ରାଉତ, ଜା: ଖଣ୍ଡାୟତ, ସା: ଭଗବାନପୁର ୧୦୪ ୫୬୮ ୧୨୭୨ ୦.୨୯୦ ୦.୧୦୦ ଶ୍ରୀ ଜଗନ୍ନାଥ ମହାପ୍ରଭୁ ବିଜେ, ମାର୍ଫତ: ମ୍ୟାନେଜିଂ ଟ୍ରଷ୍ଟି, ସା: ଭଗବାନପୁର ୧୦୫ ୫୭୪ ୧୨୭୮ ୦.୧୮୦ ୦.୦୬୦ ନୀଳକଣ୍ଠ ନାୟକ, ପିତା: ଶ୍ୟାମ ନାୟକ, ଜା: ଚାଷା, ସା: ଗାଡ଼ରଜୋର ୧୦୬ ୫୮୦ ୧୨୮୫ ୦.୫୨୦ ୦.୧୭୦ କୁନୀ ଦେଈ, ସ୍ୱାମୀ: ନିରଞ୍ଜନ ଜେନା, ଜା: ଖଣ୍ଡାୟତ, ସା: ଯାଜପୁର ୧୦୭ ୫୮୫ ୧୨୯୧ ୦.୩୧୦ ୦.୧୦୦ ପ୍ରଫୁଲ୍ଲ କୁମାର ସ୍ୱାଇଁ, ପିତା: ବନମାଳୀ ସ୍ୱାଇଁ, ଜା: ଚାଷା, ସା: କୋରେଇ ୧୦୮ ୫୯୧ ୧୨୯୮ ୦.୨୨୦ ୦.୦୭୦ ଅଭିମନ୍ୟୁ ଜେନା, ପିତା: ଲକ୍ଷ୍ମଣ ଜେନା, ଜା: ଖଣ୍ଡାୟତ, ସା: ଭଗବାନପୁର ୧୦୯ ୫୯୭ ୧୩୦୪ ୦.୪୧୦ ୦.୧୪୦ ବୈଷ୍ଣବ ଚରଣ ଦାସ, ପିତା: ମଧୁସୂଦନ ଦାସ, ଜା: ଚାଷା, ସା: ଗାଡ଼ରଜୋର ୧୧୦ ୬୦୨ ୧୩୧୧ ୦.୨୫୦ ୦.୦୮୦ ରେଖ ଅଚ୍ୟୁତ ବେହେରା, ପିତା: ଅଚ୍ୟୁତ ବେହେରା, ଜା: ଚାଷା, ସା: ଗାଡ଼ରଜୋର ୧୧୧ ୬୦୮ ୧୩୧୭ ୦.୩୫୦ ୦.୧୨୦ ମାଗୁଣି ଚରଣ ଲେଙ୍କା, ପିତା: ଦୀନବନ୍ଧୁ ଲେଙ୍କା, ଜା: ଖଣ୍ଡାୟତ, ସା: ଗାଡ଼ରଜୋର ୧୧୨ ୬୧୪ ୧୩୨୪ ୦.୧୬୦ ୦.୦୫୦ ଗୋବିନ୍ଦ ସାହୁ, ପିତା: ହରିହର ସାହୁ, ଜା: ଗୁଡ଼ିଆ, ସା: କୋରେଇ ୧୧୩ ୬୧୯ ୧୩୩୦ ୦.୨୮୦ ୦.୦୯୦ ସୀତା ଦେଈ, ସ୍ୱାମୀ: ରଘୁନାଥ ପଣ୍ଡା, ଜା: ବ୍ରାହ୍ମଣ, ସା: ଯାଜପୁର ୧୧୪ ୬୨୫ ୧୩୩୭ ୦.୩୯୦ ୦.୧୩୦ ଦୁଃଖିଶ୍ୟାମ ମଲ୍ଲିକ, ପିତା: ରାମଚନ୍ଦ୍ର ମଲ୍ଲିକ, ଜା: ପାଣ, ସା: ଭଗବାନପୁର ୧୧୫ ୬୩୧ ୧୩୪୩ ୦.୨୦୦ ୦.୦୭୦ ସୁରେନ୍ଦ୍ର ନାଥ ରାଉତ, ପିତା: ଭାଗବତ ରାଉତ, ଜା: ଖଣ୍ଡାୟତ, ସା: ଭଗବାନପୁର ୧୧୬ ୬୩୬ ୧୩୫୦ ୦.୪୬୦ ୦.୧୫୦ ଶ୍ରୀ ଜଗନ୍ନାଥ ମହାପ୍ରଭୁ ବିଜେ, ମାର୍ଫତ: ମ୍ୟାନେଜିଂ ଟ୍ରଷ୍ଟି, ସା: ଭଗବାନପୁର ୧୧୭ ୬୪୨ ୧୩୫୬ ୦.୩୦୦ ୦.୧୦୦ ନୀଳକଣ୍ଠ ନାୟକ, ପିତା: ଶ୍ୟାମ ନାୟକ, ଜା: ଚାଷା, ସା: ଗାଡ଼ରଜୋର ୧୧୮ ୬୪୮ ୧୩୬୩ ୦.୧୭୦ ୦.୦୬୦ କୁନୀ ଦେଈ, ସ୍ୱାମୀ: ନିରଞ୍ଜନ ଜେନା, ଜା: ଖଣ୍ଡାୟତ, ସା: ଯାଜପୁର ୧୧୯ ୬୫୩ ୧୩୬୯ ୦.୨୬୦ ୦.୦୯୦ ପ୍ରଫୁଲ୍ଲ କୁମାର ସ୍ୱାଇଁ, ପିତା: ବନମାଳୀ ସ୍ୱାଇଁ, ଜା: ଚାଷା, ସା: କୋରେଇ ୧୨୦ ୬୫୯ ୧୩୭୬ ୦.୪୩୦ ୦.୧୪୦ ଅଭିମନ୍ୟୁ ଜେନା, ପିତା: ଲକ୍ଷ୍ମଣ ଜେନା, ଜା: ଖଣ୍ଡାୟତ, ସା: ଭଗବାନପୁର ୧୨୧ ୬୬୫ ୧୩୮୨ ୦.୨୩୦ ୦.୦୮୦ ବୈଷ୍ଣବ ଚରଣ ଦାସ, ପିତା: ମଧୁସୂଦନ ଦାସ, ଜା: ଚାଷା, ସା: ଗାଡ଼ରଜୋର ୧୨୨ ୬୭୦ ୧୩୮୯ ୦.୩୭୦ ୦.୧୨୦ ରେଖ ଅଚ୍ୟୁତ ବେହେରା, ପିତା: ଅଚ୍ୟୁତ ବେହେରା, ଜା: ଚାଷା, ସା: ଗାଡ଼ରଜୋର ୧୨୩ ୬୭୬ ୧୩୯୫ ୦.୧୪୦ ୦.୦୫୦ ମାଗୁଣି ଚରଣ ଲେଙ୍କା, ପିତା: ଦୀନବନ୍ଧୁ ଲେଙ୍କା, ଜା: ଖଣ୍ଡାୟତ, ସା: ଗାଡ଼ରଜୋର ୧୨୪ ୬୮୨ ୧୪୦୨ ୦.୪୮୦ ୦.୧୬୦ ଗୋବିନ୍ଦ ସାହୁ, ପିତା: ହରିହର ସାହୁ, ଜା: ଗୁଡ଼ିଆ, ସା: କୋରେଇ ୧୨୫ ୬୮୭ ୧୪୦୮ ୦.୩୨୦ ୦.୧୧୦ ସୀତା ଦେଈ, ସ୍ୱାମୀ: ରଘୁନାଥ ପଣ୍ଡା, ଜା: ବ୍ରାହ୍ମଣ, ସା: ଯାଜପୁର ୧୨୬ ୬୯୩ ୧୪୧୫ ୦.୧୯୦ ୦.୦୬୦ ଦୁଃଖିଶ୍ୟାମ ମଲ୍ଲିକ, ପିତା: ରାମଚନ୍ଦ୍ର ମଲ୍ଲିକ, ଜା: ପାଣ, ସା: ଭଗବାନପୁର ୧୨୭ ୬୯୯ ୧୪୨୧ ୦.୪୫୦ ୦.୧୫୦ ସୁରେନ୍ଦ୍ର ନାଥ ରାଉତ, ପିତା: ଭାଗବତ ରାଉତ, ଜା: ଖଣ୍ଡାୟତ, ସା: ଭଗବାନପୁର ୧୨୮ ୭୦୪ ୧୪୨୮ ୦.୨୭୦ ୦.୦୯୦ ଶ୍ରୀ ଜଗନ୍ନାଥ ମହାପ୍ରଭୁ ବିଜେ, ମାର୍ଫତ: ମ୍ୟାନେଜିଂ ଟ୍ରଷ୍ଟି, ସା: ଭଗବାନପୁର ୧୨୯ ୧୯୦/ ୯୯୬ ୧୪୩୪ ୦.୩୬୦ ୦.୧୨୦ ନୀଳକଣ୍ଠ ନାୟକ, ପିତା: ଶ୍ୟାମ ନାୟକ, ଜା: ଚାଷା, ସା: ଗାଡ଼ରଜୋର ୧୩୦ ୧୯୦/ ୯୯୭ ୧୪୪୧ ୦.୨୧୦ ୦.୦୭୦ କୁନୀ ଦେଈ, ସ୍ୱାମୀ: ନିରଞ୍ଜନ ଜେନା, ଜା: ଖଣ୍ଡାୟତ, ସା: ଯାଜପୁର ୧୩୧ ୭୨୧ ୧୪୪୭ ୦.୩୪୦ ୦.୧୧୦ ପ୍ରଫୁଲ୍ଲ କୁମାର ସ୍ୱାଇଁ, ପିତା: ବନମାଳୀ ସ୍ୱାଇଁ, ଜା: ଚାଷା, ସା: କୋରେଇ ୧୩୨ ୭୨୬ ୧୪୫୪ ୦.୧୫୦ ୦.୦୫୦ ଅଭିମନ୍ୟୁ ଜେନା, ପିତା: ଲକ୍ଷ୍ମଣ ଜେନା, ଜା: ଖଣ୍ଡାୟତ, ସା: ଭଗବାନପୁର ୧୩୩ ୭୩୨ ୧୪୬୦ ୦.୪୨୦ ୦.୧୪୦ ବୈଷ୍ଣବ ଚରଣ ଦାସ, ପିତା: ମଧୁସୂଦନ ଦାସ, ଜା: ଚାଷା, ସା: ଗାଡ଼ରଜୋର ୧୩୪ ୭୩୮ ୧୪୬୭ ୦.୨୮୦ ୦.୦୯୦ ରେଖ ଅଚ୍ୟୁତ ବେହେରା, ପିତା: ଅଚ୍ୟୁତ ବେହେରା, ଜା: ଚାଷା, ସା: ଗାଡ଼ରଜୋର bbox=[974, 47, 1457, 1607]
table-row: ୧୩୩ ୭୩୨ ୧୪୬୦ ୦.୪୨୦ ୦.୧୪୦ ବୈଷ୍ଣବ ଚରଣ ଦାସ, ପିତା: ମଧୁସୂଦନ ଦାସ, ଜା: ଚାଷା, ସା: ଗାଡ଼ରଜୋର bbox=[975, 1535, 1457, 1571]
table-row: ୩୩ ୩୧୭ ୯୭୦ ୦.୧୫୦ ୦.୧୫୦ ବୈଷ୍ଣବ ଚରଣ ଦାସ, ପିତା: ମଧୁସୂଦନ ଦାସ, ଜା: ଚାଷା, ସା: ଗାଡ଼ରଜୋର bbox=[483, 281, 958, 317]
table-row: ୫୬ ୪୫୦ ୧୧୦୧ ୦.୨୩୦ ୦.୦୮୦ ବୈଷ୍ଣବ ଚରଣ ଦାସ, ପିତା: ମଧୁସୂଦନ ଦାସ, ଜା: ଚାଷା, ସା: ଗାଡ଼ରଜୋର bbox=[483, 1105, 958, 1141]
table-row: ୪୭ ୩୮୭ ୧୦୪୫/ ୧୯୦୦ ୦.୨୯୦ ୦.୦୯୦ ପ୍ରଫୁଲ୍ଲ କୁମାର ସ୍ୱାଇଁ, ପିତା: ବନମାଳୀ ସ୍ୱାଇଁ, ଜା: ଚାଷା, ସା: କୋରେଇ bbox=[483, 783, 958, 819]
table-row: ୨୩ ୧୮୩ ୫୫୧ ୦.୪୪୦ ୦.୪୪୦ ପ୍ରଫୁଲ୍ଲ କୁମାର ସ୍ୱାଇଁ, ପିତା: ବନମାଳୀ ସ୍ୱାଇଁ, ଜା: ଚାଷା, ସା: କୋରେଇ bbox=[11, 1529, 466, 1565]
table-row: ୧୮ ୧୪୪ ୫୩୧ ୦.୦୯୦ ୦.୦୪୦ ରେଖ ଅଚ୍ୟୁତ ବେହେରା, ପିତା: ଅଚ୍ୟୁତ ବେହେରା, ଜା: ଚାଷା, ସା: ଗାଡ଼ରଜୋର bbox=[11, 1349, 466, 1385]
